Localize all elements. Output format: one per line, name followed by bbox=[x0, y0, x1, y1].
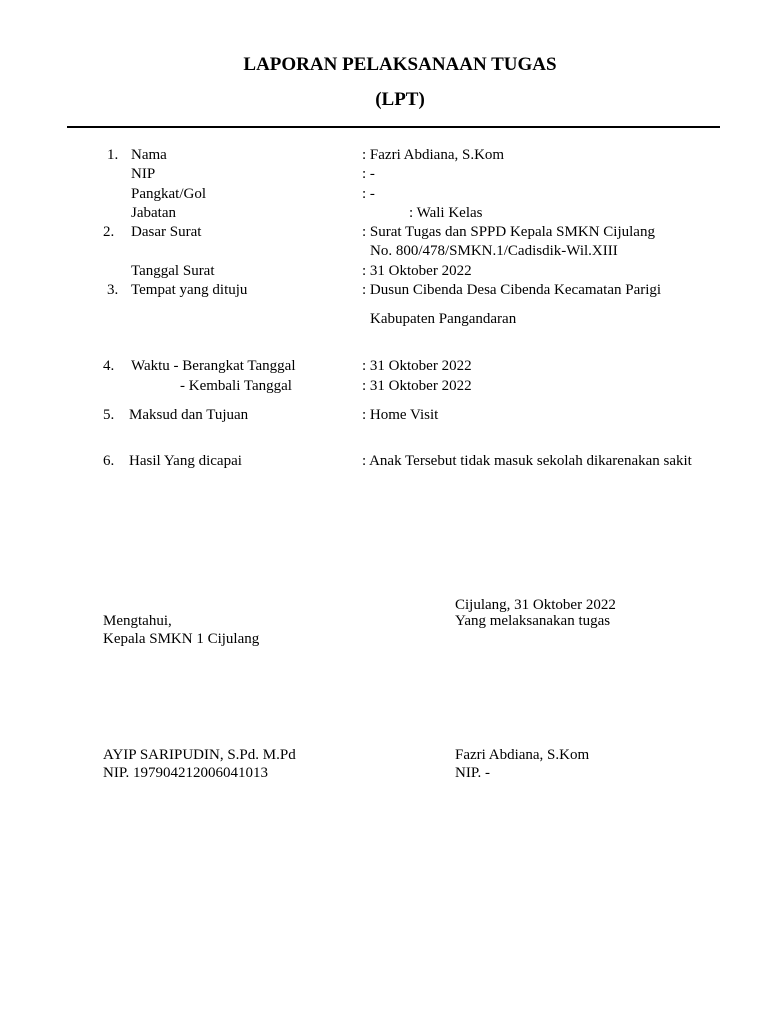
jabatan-value: : Wali Kelas bbox=[409, 205, 483, 221]
item-5-number: 5. bbox=[103, 407, 115, 423]
signature-left-line1: Mengtahui, bbox=[103, 613, 172, 629]
berangkat-label: Waktu - Berangkat Tanggal bbox=[131, 358, 296, 374]
tanggal-surat-label: Tanggal Surat bbox=[131, 263, 215, 279]
nama-value: : Fazri Abdiana, S.Kom bbox=[362, 147, 505, 163]
item-1-number: 1. bbox=[107, 147, 119, 163]
document-subtitle: (LPT) bbox=[375, 89, 425, 110]
tempat-value-line2: Kabupaten Pangandaran bbox=[370, 311, 517, 327]
hasil-value: : Anak Tersebut tidak masuk sekolah dikarenakan sakit bbox=[362, 453, 692, 469]
item-4-number: 4. bbox=[103, 358, 115, 374]
item-3-number: 3. bbox=[107, 282, 119, 298]
signature-left-name: AYIP SARIPUDIN, S.Pd. M.Pd bbox=[103, 747, 296, 763]
signature-place-date: Cijulang, 31 Oktober 2022 bbox=[455, 597, 616, 613]
kembali-label: - Kembali Tanggal bbox=[180, 378, 292, 394]
item-2-number: 2. bbox=[103, 224, 115, 240]
tanggal-surat-value: : 31 Oktober 2022 bbox=[362, 263, 472, 279]
header-divider bbox=[67, 126, 720, 128]
signature-left-nip: NIP. 197904212006041013 bbox=[103, 765, 269, 781]
maksud-label: Maksud dan Tujuan bbox=[129, 407, 249, 423]
signature-right-nip: NIP. - bbox=[455, 765, 491, 781]
kembali-value: : 31 Oktober 2022 bbox=[362, 378, 472, 394]
berangkat-value: : 31 Oktober 2022 bbox=[362, 358, 472, 374]
pangkat-value: : - bbox=[362, 186, 375, 202]
nip-value: : - bbox=[362, 166, 375, 182]
signature-left-line2: Kepala SMKN 1 Cijulang bbox=[103, 631, 260, 647]
nip-label: NIP bbox=[131, 166, 156, 182]
maksud-value: : Home Visit bbox=[362, 407, 439, 423]
nama-label: Nama bbox=[131, 147, 167, 163]
pangkat-label: Pangkat/Gol bbox=[131, 186, 206, 202]
document-title: LAPORAN PELAKSANAAN TUGAS bbox=[243, 54, 557, 75]
signature-right-name: Fazri Abdiana, S.Kom bbox=[455, 747, 590, 763]
hasil-label: Hasil Yang dicapai bbox=[129, 453, 242, 469]
dasar-surat-label: Dasar Surat bbox=[131, 224, 202, 240]
tempat-label: Tempat yang dituju bbox=[131, 282, 248, 298]
dasar-surat-number: No. 800/478/SMKN.1/Cadisdik-Wil.XIII bbox=[370, 243, 618, 259]
dasar-surat-value: : Surat Tugas dan SPPD Kepala SMKN Cijulang bbox=[362, 224, 655, 240]
jabatan-label: Jabatan bbox=[131, 205, 176, 221]
item-6-number: 6. bbox=[103, 453, 115, 469]
tempat-value: : Dusun Cibenda Desa Cibenda Kecamatan Parigi bbox=[362, 282, 662, 298]
signature-right-line2: Yang melaksanakan tugas bbox=[455, 613, 611, 629]
